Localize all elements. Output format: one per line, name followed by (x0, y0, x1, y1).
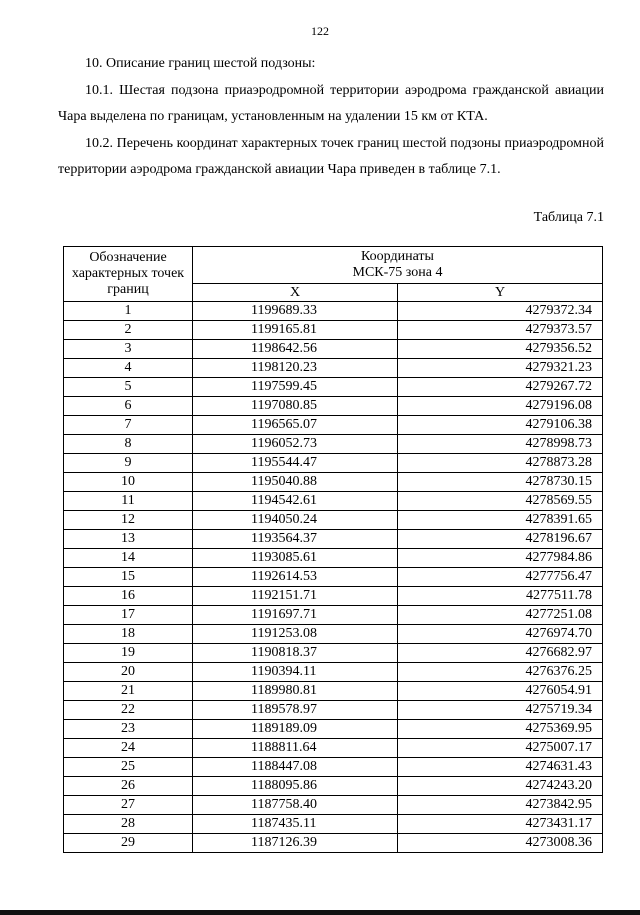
coord-x: 1194542.61 (193, 492, 398, 511)
paragraph-10-1 (58, 78, 604, 130)
coord-x: 1187126.39 (193, 834, 398, 853)
coord-y: 4274243.20 (398, 777, 603, 796)
table-row (64, 796, 603, 815)
table-row (64, 720, 603, 739)
coord-y: 4276054.91 (398, 682, 603, 701)
coord-y: 4276376.25 (398, 663, 603, 682)
coord-y: 4277984.86 (398, 549, 603, 568)
table-row (64, 378, 603, 397)
point-number: 24 (64, 739, 193, 758)
table-row (64, 644, 603, 663)
header-coordinates (193, 247, 603, 284)
coord-x: 1195544.47 (193, 454, 398, 473)
coord-x: 1198642.56 (193, 340, 398, 359)
point-number: 8 (64, 435, 193, 454)
table-row (64, 435, 603, 454)
table-row (64, 682, 603, 701)
point-number: 25 (64, 758, 193, 777)
table-header-row (64, 247, 603, 284)
bottom-edge (0, 910, 640, 915)
point-number: 13 (64, 530, 193, 549)
coord-y: 4277251.08 (398, 606, 603, 625)
table-row (64, 321, 603, 340)
coord-x: 1188447.08 (193, 758, 398, 777)
table-row (64, 492, 603, 511)
table-row (64, 302, 603, 321)
coord-x: 1189578.97 (193, 701, 398, 720)
table-row (64, 587, 603, 606)
coord-x: 1188811.64 (193, 739, 398, 758)
table-row (64, 397, 603, 416)
point-number: 26 (64, 777, 193, 796)
coord-x: 1199689.33 (193, 302, 398, 321)
coord-x: 1196565.07 (193, 416, 398, 435)
coord-y: 4278391.65 (398, 511, 603, 530)
coord-x: 1197599.45 (193, 378, 398, 397)
point-number: 9 (64, 454, 193, 473)
point-number: 28 (64, 815, 193, 834)
coord-y: 4279372.34 (398, 302, 603, 321)
point-number: 12 (64, 511, 193, 530)
paragraph-10-1-text: 10.1. Шестая подзона приаэродромной территории аэродрома гражданской авиации Чара выделена по границам, установленным на удалении 15 км от КТА. (58, 83, 604, 124)
point-number: 23 (64, 720, 193, 739)
table-row (64, 549, 603, 568)
coord-y: 4275007.17 (398, 739, 603, 758)
coord-y: 4278196.67 (398, 530, 603, 549)
coord-y: 4277511.78 (398, 587, 603, 606)
header-y: Y (398, 284, 603, 302)
header-coordinates-line1: Координаты (361, 249, 434, 264)
coord-x: 1190818.37 (193, 644, 398, 663)
coord-x: 1192614.53 (193, 568, 398, 587)
coord-y: 4276682.97 (398, 644, 603, 663)
table-row (64, 530, 603, 549)
point-number: 11 (64, 492, 193, 511)
coord-x: 1197080.85 (193, 397, 398, 416)
table-row (64, 777, 603, 796)
point-number: 7 (64, 416, 193, 435)
table-row (64, 359, 603, 378)
paragraph-10-2-text: 10.2. Перечень координат характерных точек границ шестой подзоны приаэродромной территории аэродрома гражданской авиации Чара приведен в таблице 7.1. (58, 136, 604, 177)
coord-y: 4279106.38 (398, 416, 603, 435)
point-number: 19 (64, 644, 193, 663)
point-number: 10 (64, 473, 193, 492)
point-number: 3 (64, 340, 193, 359)
table-row (64, 663, 603, 682)
point-number: 29 (64, 834, 193, 853)
table-body (64, 302, 603, 853)
table-row (64, 473, 603, 492)
coord-x: 1191697.71 (193, 606, 398, 625)
coord-y: 4278730.15 (398, 473, 603, 492)
page-number: 122 (311, 24, 329, 38)
coord-x: 1187758.40 (193, 796, 398, 815)
coord-y: 4279267.72 (398, 378, 603, 397)
point-number: 21 (64, 682, 193, 701)
coord-y: 4279373.57 (398, 321, 603, 340)
coord-x: 1189980.81 (193, 682, 398, 701)
table-row (64, 511, 603, 530)
point-number: 20 (64, 663, 193, 682)
coord-x: 1191253.08 (193, 625, 398, 644)
coord-x: 1193564.37 (193, 530, 398, 549)
table-row (64, 625, 603, 644)
coord-y: 4277756.47 (398, 568, 603, 587)
table-row (64, 815, 603, 834)
table-row (64, 701, 603, 720)
table-row (64, 340, 603, 359)
point-number: 5 (64, 378, 193, 397)
coord-x: 1193085.61 (193, 549, 398, 568)
coord-x: 1189189.09 (193, 720, 398, 739)
coord-y: 4273842.95 (398, 796, 603, 815)
table-caption: Таблица 7.1 (533, 210, 604, 225)
point-number: 27 (64, 796, 193, 815)
point-number: 2 (64, 321, 193, 340)
header-points: Обозначение характерных точек границ (64, 247, 193, 302)
point-number: 14 (64, 549, 193, 568)
point-number: 16 (64, 587, 193, 606)
table-row (64, 606, 603, 625)
coord-y: 4275719.34 (398, 701, 603, 720)
coord-y: 4274631.43 (398, 758, 603, 777)
paragraph-10-2 (58, 131, 604, 183)
coordinates-table (63, 246, 603, 853)
coord-y: 4273008.36 (398, 834, 603, 853)
coord-x: 1195040.88 (193, 473, 398, 492)
coord-y: 4278569.55 (398, 492, 603, 511)
coord-x: 1198120.23 (193, 359, 398, 378)
coord-y: 4279196.08 (398, 397, 603, 416)
header-coordinates-line2: МСК-75 зона 4 (352, 265, 443, 280)
coord-y: 4278873.28 (398, 454, 603, 473)
coord-x: 1190394.11 (193, 663, 398, 682)
coord-y: 4273431.17 (398, 815, 603, 834)
coord-x: 1199165.81 (193, 321, 398, 340)
section-heading: 10. Описание границ шестой подзоны: (85, 56, 316, 71)
point-number: 18 (64, 625, 193, 644)
coord-x: 1187435.11 (193, 815, 398, 834)
header-x: X (193, 284, 398, 302)
point-number: 1 (64, 302, 193, 321)
table-row (64, 758, 603, 777)
point-number: 15 (64, 568, 193, 587)
coord-y: 4278998.73 (398, 435, 603, 454)
coord-y: 4275369.95 (398, 720, 603, 739)
coord-x: 1194050.24 (193, 511, 398, 530)
coord-x: 1196052.73 (193, 435, 398, 454)
table-row (64, 416, 603, 435)
coordinates-table-wrapper (63, 246, 603, 853)
table-row (64, 834, 603, 853)
point-number: 17 (64, 606, 193, 625)
coord-y: 4276974.70 (398, 625, 603, 644)
table-row (64, 568, 603, 587)
coord-x: 1188095.86 (193, 777, 398, 796)
point-number: 6 (64, 397, 193, 416)
table-row (64, 454, 603, 473)
coord-y: 4279321.23 (398, 359, 603, 378)
point-number: 4 (64, 359, 193, 378)
coord-x: 1192151.71 (193, 587, 398, 606)
point-number: 22 (64, 701, 193, 720)
table-row (64, 739, 603, 758)
coord-y: 4279356.52 (398, 340, 603, 359)
